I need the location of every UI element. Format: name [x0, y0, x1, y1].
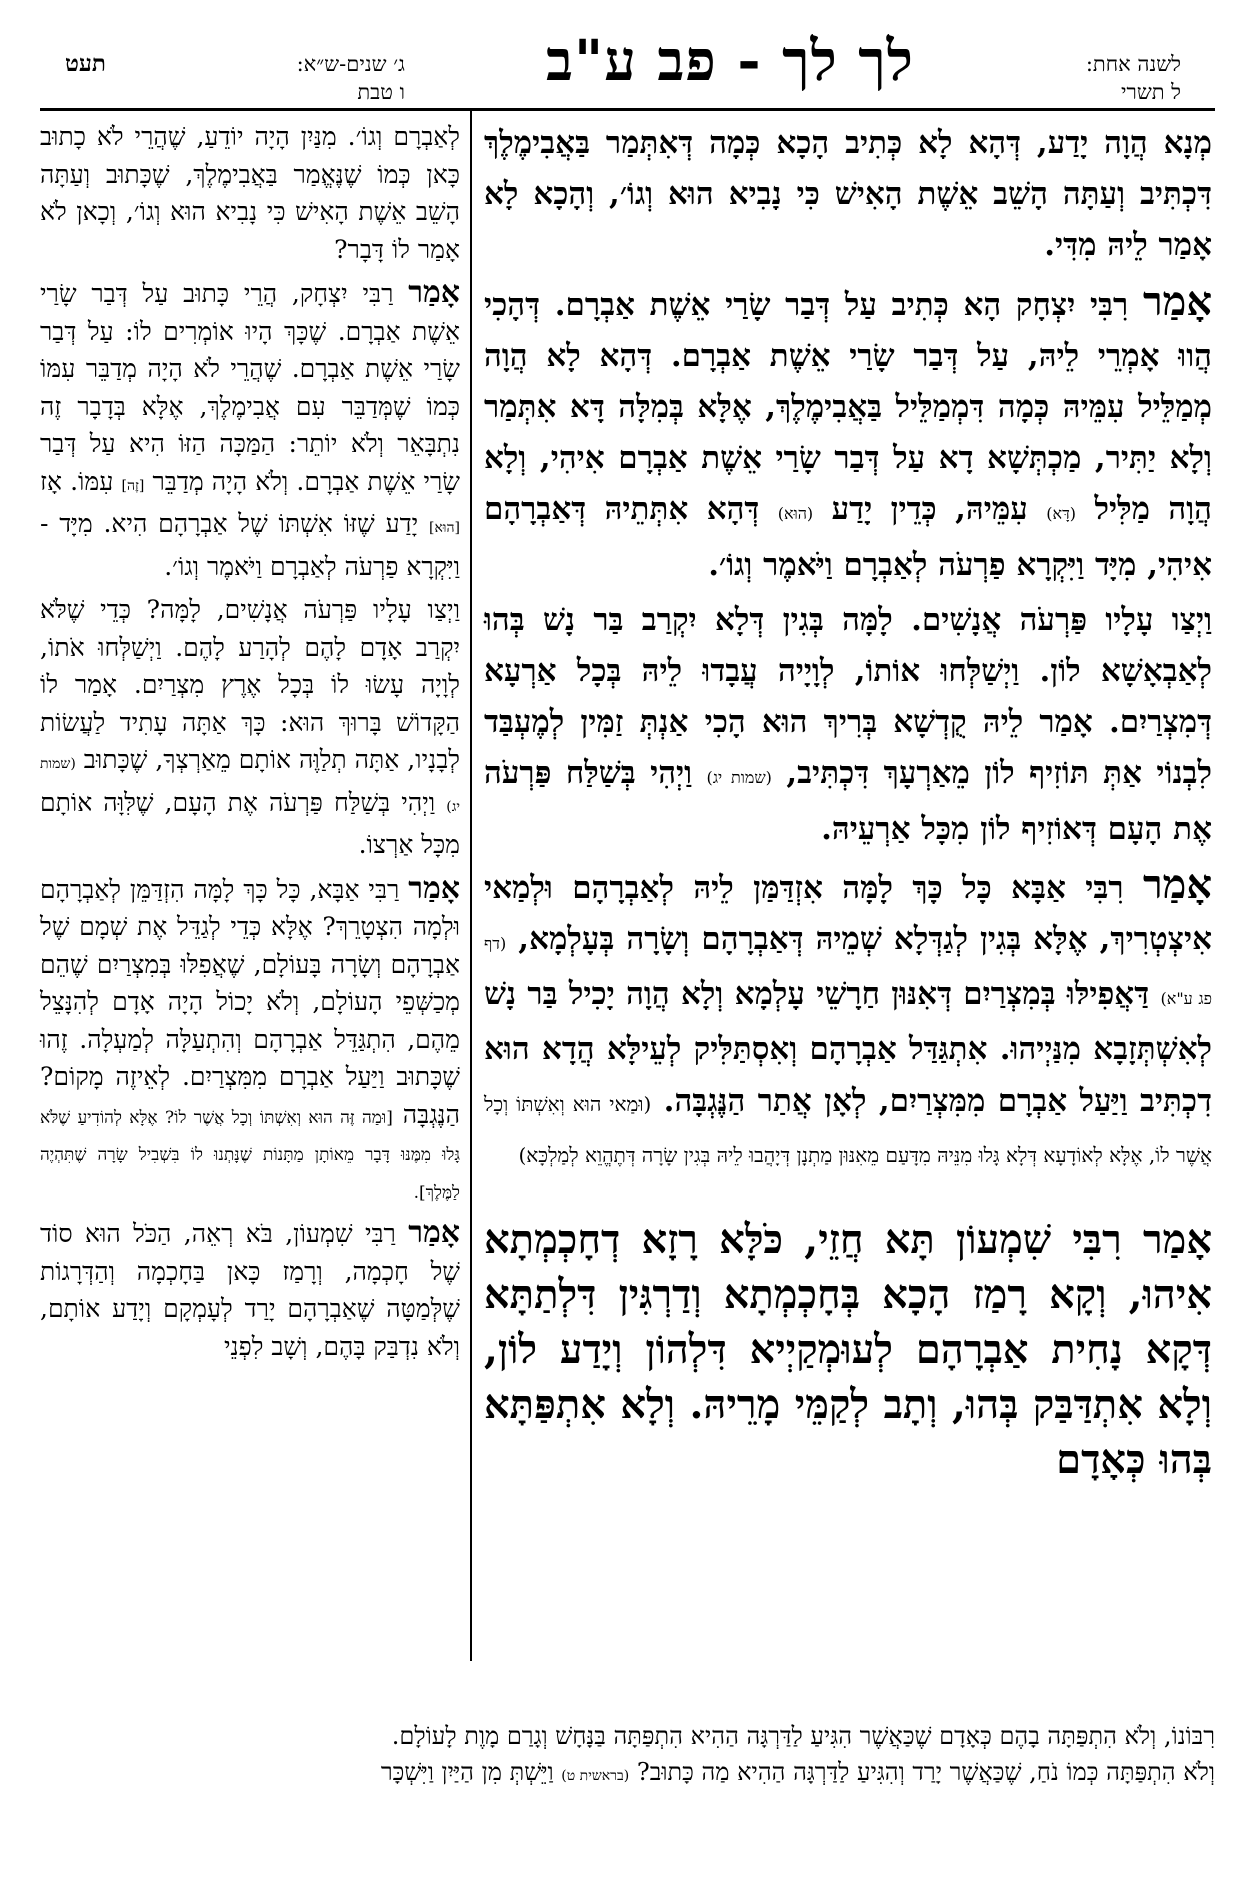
- column-rule: [470, 111, 472, 1661]
- side-paragraph: [40, 1214, 460, 1365]
- main-paragraph: [484, 276, 1212, 591]
- header-years: ג׳ שנים-ש״א:: [296, 52, 405, 76]
- header-rule: [40, 108, 1215, 111]
- opening-word: אָמַר: [1142, 860, 1212, 908]
- side-text: לְאַבְרָם וְגוֹ׳. מִנַּיִן הָיָה יוֹדֵעַ, שֶׁהֲרֵי לֹא כָתוּב כָּאן כְּמוֹ שֶׁנֶּאֱמַר בַּאֲבִימֶלֶךְ, שֶׁכָּתוּב וְעַתָּה הָשֵׁב אֵשֶׁת הָאִישׁ כִּי נָבִיא הוּא וְגוֹ׳, וְכָאן לֹא אָמַר לוֹ דָּבָר?: [40, 122, 460, 264]
- small-note: [וּמַה זֶּה הוּא וְאִשְׁתּוֹ וְכָל אֲשֶׁר לוֹ? אֶלָּא לְהוֹדִיעַ שֶׁלֹּא גָּלוּ מִמֶּנּוּ דָּבָר מֵאוֹתָן מַתָּנוֹת שֶׁנָּתְנוּ לוֹ בִּשְׁבִיל שָׂרָה שֶׁתִּהְיֶה לַמֶּלֶךְ].: [40, 1107, 460, 1203]
- bottom-continuation: [40, 1718, 1215, 1794]
- main-text: רִבִּי שִׁמְעוֹן תָּא חֲזֵי, כֹּלָּא רָזָא דְחָכְמְתָא אִיהוּ, וְקָא רָמַז הָכָא בְּחָכְמְתָא וְדַרְגִּין דִּלְתַתָּא דְּקָא נָחִית אַבְרָהָם לְעוּמְקַיְיא דִּלְהוֹן וְיָדַע לוֹן, וְלָא אִתְדַּבַּק בְּהוּ, וְתָב לְקַמֵּי מָרֵיהּ. וְלָא אִתְפַּתָּא בְּהוּ כְּאָדָם: [484, 1216, 1212, 1484]
- main-paragraph: [484, 859, 1212, 1178]
- opening-word: אָמַר: [1142, 277, 1213, 325]
- main-paragraph: [484, 595, 1212, 855]
- main-text: מְנָא הֲוָה יָדַע, דְּהָא לָא כְּתִיב הָכָא כְּמָה דְּאִתְּמַר בַּאֲבִימֶלֶךְ דִּכְתִּיב וְעַתָּה הָשֵׁב אֵשֶׁת הָאִישׁ כִּי נָבִיא הוּא וְגוֹ׳, וְהָכָא לָא אָמַר לֵיהּ מִדִּי.: [484, 125, 1212, 264]
- side-text: עִמּוֹ. אָז: [40, 466, 114, 496]
- side-text: וַיְהִי בְּשַׁלַּח פַּרְעֹה אֶת הָעָם, שֶׁלִּוָּה אוֹתָם מִכָּל אַרְצוֹ.: [40, 787, 460, 859]
- page-reference: (דף פג ע"א): [484, 934, 1213, 1009]
- header-right: [991, 50, 1181, 106]
- side-text: רַבִּי אַבָּא, כָּל כָּךְ לָמָּה הִזְדַּמֵּן לְאַבְרָהָם וּלְמָה הִצְטָרֵךְ? אֶלָּא כְּדֵי לְגַדֵּל אֶת שְׁמָם שֶׁל אַבְרָהָם וְשָׂרָה בָּעוֹלָם, שֶׁאֲפִלּוּ בְּמִצְרַיִם שֶׁהֵם מְכַשְּׁפֵי הָעוֹלָם, וְלֹא יָכוֹל הָיָה אָדָם לְהִנָּצֵל מֵהֶם, הִתְגַּדֵּל אַבְרָהָם וְהִתְעַלָּה לְמַעְלָה. זֶהוּ שֶׁכָּתוּב וַיַּעַל אַבְרָם מִמִּצְרַיִם. לְאֵיזֶה מָקוֹם? הַנֶּגְבָּה: [40, 874, 460, 1129]
- main-text: רִבִּי אַבָּא כָּל כָּךְ לָמָּה אִזְדַּמַּן לֵיהּ לְאַבְרָהָם וּלְמַאי אִיצְטְרִיךְ, אֶלָּא בְּגִין לְגַדְּלָא שְׁמֵיהּ דְּאַבְרָהָם וְשָׂרָה בְּעָלְמָא,: [484, 869, 1213, 958]
- main-column: [484, 118, 1212, 1491]
- main-text: עִמֵּיהּ, כְּדֵין יָדַע: [831, 491, 1028, 528]
- verse-reference: (שמות יג): [706, 768, 772, 788]
- opening-word: אָמַר: [408, 870, 460, 906]
- bottom-text: וְלֹא הִתְפַּתָּה כְּמוֹ נֹחַ, שֶׁכַּאֲשֶׁר יָרַד וְהִגִּיעַ לַדַּרְגָּה הַהִיא מַה כָּתוּב?: [636, 1758, 1215, 1786]
- header-left-date: ו טבת: [357, 80, 405, 104]
- bottom-line: [40, 1754, 1215, 1794]
- main-text: וַיְהִי בְּשַׁלַּח פַּרְעֹה אֶת הָעָם דְּאוֹזִיף לוֹן מִכָּל אַרְעֵיהּ.: [484, 755, 1212, 847]
- side-paragraph: [40, 118, 460, 268]
- verse-reference: (בראשית ט): [561, 1768, 630, 1784]
- opening-word: אָמַר: [408, 275, 460, 310]
- note: [זֶה]: [121, 477, 145, 494]
- main-text: רִבִּי יִצְחָק הָא כְּתִיב עַל דְּבַר שָׂרַי אֵשֶׁת אַבְרָם. דְּהָכִי הֲווּ אָמְרֵי לֵיהּ, עַל דְּבַר שָׂרַי אֵשֶׁת אַבְרָם. דְּהָא לָא הֲוָה מְמַלֵּיל עִמֵּיהּ כְּמָה דִּמְמַלֵּיל בַּאֲבִימֶלֶךְ, אֶלָּא בְּמִלָּה דָּא אִתְּמַר וְלָא יַתִּיר, מַכְתְּשָׁא דָא עַל דְּבַר שָׂרַי אֵשֶׁת אַבְרָם אִיהִי, וְלָא הֲוָה מַלִּיל: [484, 286, 1212, 528]
- translation-column: [40, 118, 460, 1371]
- side-paragraph: [40, 870, 460, 1209]
- main-paragraph: [484, 118, 1212, 272]
- side-text: וַיְצַו עָלָיו פַּרְעֹה אֲנָשִׁים, לָמָּה? כְּדֵי שֶׁלֹּא יִקְרַב אָדָם לָהֶם לְהָרַע לָהֶם. וַיְשַׁלְּחוּ אֹתוֹ, לְוָיָה עָשׂוּ לוֹ בְּכָל אֶרֶץ מִצְרַיִם. אָמַר לוֹ הַקָּדוֹשׁ בָּרוּךְ הוּא: כָּךְ אַתָּה עָתִיד לַעֲשׂוֹת לְבָנָיו, אַתָּה תְלַוֶּה אוֹתָם מֵאַרְצְךָ, שֶׁכָּתוּב: [40, 595, 460, 774]
- note: (דָּא): [1046, 504, 1077, 524]
- side-paragraph: [40, 591, 460, 864]
- side-paragraph: [40, 274, 460, 585]
- side-text: רַבִּי שִׁמְעוֹן, בֹּא רְאֵה, הַכֹּל הוּא סוֹד שֶׁל חָכְמָה, וְרָמַז כָּאן בַּחָכְמָה וְהַדְּרָגוֹת שֶׁלְּמַטָּה שֶׁאַבְרָהָם יָרַד לְעָמְקָם וְיָדַע אוֹתָם, וְלֹא נִדְבַּק בָּהֶם, וְשָׁב לִפְנֵי: [40, 1219, 460, 1361]
- side-text: יָדַע שֶׁזּוֹ אִשְׁתּוֹ שֶׁל אַבְרָהָם הִיא. מִיָּד - וַיִּקְרָא פַרְעֹה לְאַבְרָם וַיֹּאמֶר וְגוֹ׳.: [40, 509, 460, 581]
- header-left: [65, 50, 405, 106]
- header-date: ל תשרי: [1121, 80, 1181, 104]
- main-text: וַיְצַו עָלָיו פַּרְעֹה אֲנָשִׁים. לָמָּה בְּגִין דְּלָא יִקְרַב בַּר נָשׁ בְּהוּ לְאַבְאָשָׁא לוֹן. וַיְשַׁלְּחוּ אוֹתוֹ, לְוָיָיה עֲבָדוּ לֵיהּ בְּכָל אַרְעָא דְּמִצְרַיִם. אָמַר לֵיהּ קֻדְשָׁא בְּרִיךְ הוּא הָכִי אַנְתְּ זַמִּין לְמֶעְבַּד לִבְנוֹי אַתְּ תּוֹזִיף לוֹן מֵאַרְעָךְ דִּכְתִּיב,: [484, 601, 1212, 792]
- opening-word: אָמַר: [408, 1215, 460, 1250]
- page-title: לך לך - פב ע"ב: [546, 28, 914, 94]
- bottom-line: רִבּוֹנוֹ, וְלֹא הִתְפַּתָּה בָהֶם כְּאָדָם שֶׁכַּאֲשֶׁר הִגִּיעַ לַדַּרְגָּה הַהִיא הִתְפַּתָּה בַּנָּחָשׁ וְגָרַם מָוֶת לָעוֹלָם.: [391, 1722, 1215, 1750]
- bottom-text: וַיֵּשְׁתְּ מִן הַיַּיִן וַיִּשְׁכָּר: [380, 1758, 554, 1786]
- page-number: תעט: [65, 50, 106, 77]
- main-text: דְּהָא אִתְּתֵיהּ דְּאַבְרָהָם אִיהִי, מִיָּד וַיִּקְרָא פַרְעֹה לְאַבְרָם וַיֹּאמֶר וְגוֹ׳.: [484, 491, 1212, 583]
- small-note: (וּמַאי הוּא וְאִשְׁתּוֹ וְכָל אֲשֶׁר לוֹ, אֶלָּא לְאוֹדָעָא דְּלָא גָּלוּ מִנֵּיהּ מִדָּעַם מֵאִנּוּן מַתְנָן דְּיָהֲבוּ לֵיהּ בְּגִין שָׂרָה דְּתֶהֱוֵא לְמַלְכָּא): [484, 1091, 1212, 1167]
- side-text: רַבִּי יִצְחָק, הֲרֵי כָּתוּב עַל דְּבַר שָׂרַי אֵשֶׁת אַבְרָם. שֶׁכָּךְ הָיוּ אוֹמְרִים לוֹ: עַל דְּבַר שָׂרַי אֵשֶׁת אַבְרָם. שֶׁהֲרֵי לֹא הָיָה מְדַבֵּר עִמּוֹ כְּמוֹ שֶׁמְּדַבֵּר עִם אֲבִימֶלֶךְ, אֶלָּא בְּדָבָר זֶה נִתְבָּאֵר וְלֹא יוֹתֵר: הַמַּכָּה הַזּוֹ הִיא עַל דְּבַר שָׂרַי אֵשֶׁת אַבְרָם. וְלֹא הָיָה מְדַבֵּר: [40, 279, 460, 496]
- header-year-label: לשנה אחת:: [1085, 52, 1181, 76]
- note: (הוּא): [777, 504, 814, 524]
- main-text: דַּאֲפִילּוּ בְּמִצְרַיִם דְּאִנּוּן חַרָשֵׁי עָלְמָא וְלָא הֲוָה יָכִיל בַּר נָשׁ לְאִשְׁתְּזָבָא מִנַּיְיהוּ. אִתְגַּדַּל אַבְרָהָם וְאִסְתַּלִּיק לְעֵילָּא הֲדָא הוּא דִכְתִּיב וַיַּעַל אַבְרָם מִמִּצְרַיִם, לְאָן אֲתַר הַנֶּגְבָּה.: [484, 976, 1212, 1119]
- main-paragraph: [484, 1212, 1212, 1487]
- note: [הוּא]: [429, 520, 460, 536]
- verse-reference: (שמות יג): [40, 756, 461, 815]
- opening-word: אָמַר: [1142, 1216, 1213, 1264]
